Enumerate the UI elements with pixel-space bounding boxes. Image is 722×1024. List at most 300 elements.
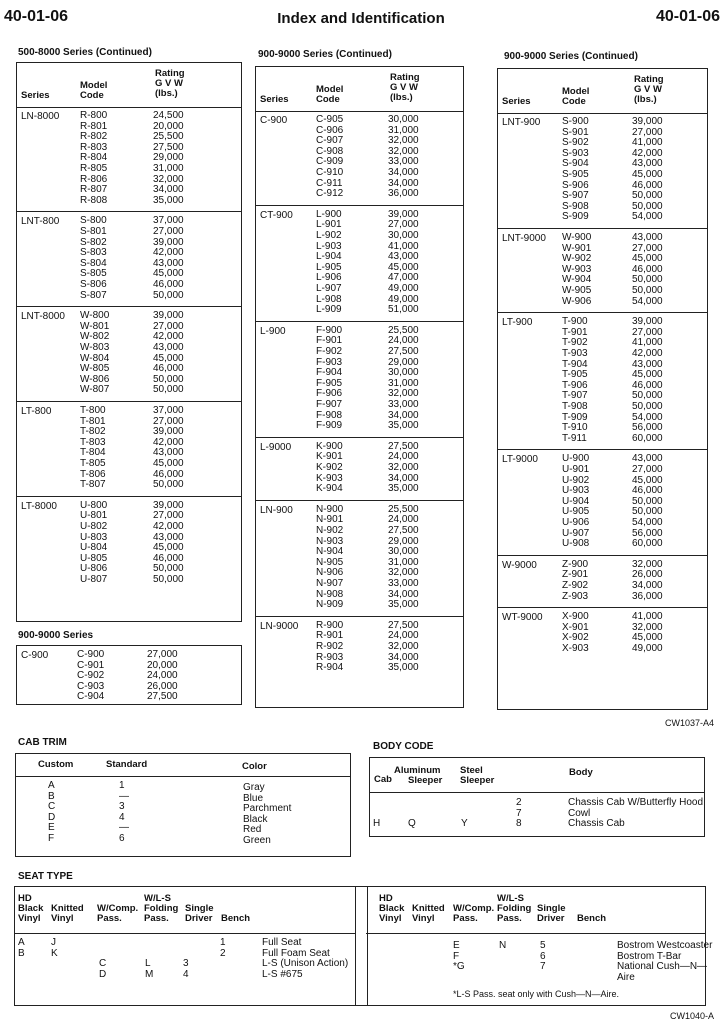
rating-value: 34,000 bbox=[388, 651, 419, 663]
seat-right-desc-list bbox=[617, 941, 712, 983]
rating-value: 35,000 bbox=[388, 420, 419, 432]
model-code-list bbox=[80, 501, 107, 586]
model-code: S-905 bbox=[562, 168, 589, 180]
list-item: L-S (Unison Action) bbox=[262, 958, 349, 969]
list-item: A bbox=[48, 780, 55, 791]
model-code: U-906 bbox=[562, 516, 590, 528]
rating-value: 24,000 bbox=[147, 670, 178, 682]
list-item: Red bbox=[243, 824, 262, 835]
rating-value: 33,000 bbox=[388, 156, 419, 168]
list-item: 4 bbox=[119, 811, 125, 823]
rating-list bbox=[388, 442, 419, 495]
model-code: W-801 bbox=[80, 320, 110, 332]
rating-value: 29,000 bbox=[153, 152, 184, 164]
rating-value: 36,000 bbox=[388, 188, 419, 200]
model-code: N-902 bbox=[316, 524, 344, 536]
rating-list bbox=[147, 650, 178, 703]
rating-value: 34,000 bbox=[388, 166, 419, 178]
rating-value: 45,000 bbox=[632, 253, 663, 265]
rating-list bbox=[632, 560, 663, 602]
list-item: Full Seat bbox=[262, 937, 302, 948]
seat-right-wls-list bbox=[499, 941, 506, 952]
series-name: W-9000 bbox=[502, 559, 537, 571]
model-code: K-900 bbox=[316, 440, 343, 452]
rating-list bbox=[632, 317, 663, 444]
rating-value: 51,000 bbox=[388, 304, 419, 316]
rating-value: 39,000 bbox=[632, 116, 663, 127]
col1-title: 500-8000 Series (Continued) bbox=[18, 47, 152, 58]
rating-value: 24,000 bbox=[388, 630, 419, 642]
rating-value: 37,000 bbox=[153, 405, 184, 416]
model-code: T-901 bbox=[562, 326, 588, 338]
model-code: W-804 bbox=[80, 352, 110, 364]
model-code: T-801 bbox=[80, 415, 106, 427]
list-item: Parchment bbox=[243, 803, 292, 814]
rating-list bbox=[153, 406, 184, 491]
rating-value: 27,000 bbox=[632, 242, 663, 254]
seat-type-table bbox=[14, 886, 713, 1006]
seat-type-title: SEAT TYPE bbox=[18, 871, 73, 882]
model-code-list bbox=[562, 560, 588, 602]
rating-value: 32,000 bbox=[388, 135, 419, 147]
model-code: N-900 bbox=[316, 503, 344, 515]
model-code: L-907 bbox=[316, 282, 342, 294]
rating-value: 45,000 bbox=[632, 632, 663, 644]
seat-wls-header: W/L-S Folding Pass. bbox=[144, 893, 179, 924]
cab-trim-color-list bbox=[243, 783, 291, 846]
model-code: T-803 bbox=[80, 436, 106, 448]
model-code: T-904 bbox=[562, 358, 588, 370]
model-code: T-910 bbox=[562, 422, 588, 434]
model-code: W-902 bbox=[562, 253, 592, 265]
rating-value: 39,000 bbox=[153, 310, 184, 322]
list-item: F bbox=[48, 832, 55, 844]
model-code-column-header: Model Code bbox=[80, 80, 108, 101]
rating-value: 45,000 bbox=[153, 542, 184, 554]
rating-value: 34,000 bbox=[388, 588, 419, 600]
rating-value: 45,000 bbox=[153, 268, 184, 280]
model-code: R-900 bbox=[316, 619, 344, 631]
rating-value: 27,000 bbox=[153, 320, 184, 332]
series-name: LT-800 bbox=[21, 406, 52, 417]
series-name: LT-9000 bbox=[502, 454, 538, 466]
rating-value: 45,000 bbox=[632, 474, 663, 486]
model-code: T-900 bbox=[562, 316, 588, 328]
model-code-list bbox=[80, 311, 109, 396]
model-code: X-902 bbox=[562, 632, 589, 644]
model-code: F-906 bbox=[316, 388, 343, 400]
rating-list bbox=[388, 621, 419, 674]
rating-value: 35,000 bbox=[388, 662, 419, 674]
model-code: C-912 bbox=[316, 188, 344, 200]
rating-value: 27,000 bbox=[153, 225, 184, 237]
model-code-list bbox=[77, 650, 104, 703]
list-item: Bostrom Westcoaster bbox=[617, 940, 713, 951]
model-code: T-902 bbox=[562, 337, 588, 349]
list-item: Aire bbox=[617, 971, 635, 983]
model-code-list bbox=[316, 326, 342, 432]
model-code-list bbox=[316, 442, 343, 495]
model-code: R-806 bbox=[80, 173, 108, 185]
rating-value: 43,000 bbox=[153, 447, 184, 459]
model-code: R-800 bbox=[80, 110, 108, 121]
cab-trim-standard-header: Standard bbox=[106, 759, 148, 770]
model-code: R-903 bbox=[316, 651, 344, 663]
series-name: LNT-8000 bbox=[21, 311, 65, 323]
rating-value: 29,000 bbox=[388, 535, 419, 547]
rating-value: 41,000 bbox=[632, 137, 663, 149]
model-code: L-904 bbox=[316, 251, 342, 263]
rating-value: 50,000 bbox=[153, 563, 184, 575]
list-item: National Cush—N— bbox=[617, 961, 708, 972]
rating-value: 46,000 bbox=[632, 379, 663, 391]
model-code: Z-900 bbox=[562, 558, 589, 570]
series-name: LN-8000 bbox=[21, 111, 60, 122]
model-code-list bbox=[316, 210, 342, 316]
model-code: W-905 bbox=[562, 284, 592, 296]
seat-knitted-header: Knitted Vinyl bbox=[51, 903, 84, 924]
model-code: W-903 bbox=[562, 263, 592, 275]
model-code: T-806 bbox=[80, 468, 106, 480]
rating-list bbox=[388, 326, 419, 432]
model-code: W-805 bbox=[80, 363, 110, 375]
list-item: 6 bbox=[540, 950, 546, 962]
model-code-list bbox=[562, 117, 589, 223]
model-code: N-907 bbox=[316, 577, 344, 589]
seat-r-hd-header: HD Black Vinyl bbox=[379, 893, 405, 924]
model-code: Z-903 bbox=[562, 590, 589, 602]
model-code: L-908 bbox=[316, 293, 342, 305]
model-code: C-907 bbox=[316, 135, 344, 147]
list-item: 2 bbox=[516, 797, 522, 808]
model-code-list bbox=[80, 406, 106, 491]
body-code-title: BODY CODE bbox=[373, 741, 434, 752]
model-code: K-902 bbox=[316, 461, 343, 473]
model-code: T-905 bbox=[562, 369, 588, 381]
model-code: R-802 bbox=[80, 131, 108, 143]
seat-r-wls-header: W/L-S Folding Pass. bbox=[497, 893, 532, 924]
model-code: X-903 bbox=[562, 642, 589, 654]
rating-value: 50,000 bbox=[632, 274, 663, 286]
rating-value: 50,000 bbox=[632, 400, 663, 412]
rating-value: 45,000 bbox=[632, 168, 663, 180]
list-item: C bbox=[99, 958, 107, 969]
model-code: W-901 bbox=[562, 242, 592, 254]
figure-code-a: CW1040-A bbox=[669, 1011, 714, 1021]
rating-value: 31,000 bbox=[153, 162, 184, 174]
model-code: U-903 bbox=[562, 485, 590, 497]
model-code: Z-902 bbox=[562, 579, 589, 591]
model-code: T-804 bbox=[80, 447, 106, 459]
rating-value: 50,000 bbox=[632, 390, 663, 402]
rating-value: 27,000 bbox=[632, 463, 663, 475]
rating-value: 27,500 bbox=[388, 440, 419, 452]
model-code: F-900 bbox=[316, 324, 343, 336]
body-steel-value: Y bbox=[461, 818, 468, 829]
series-name: LN-9000 bbox=[260, 620, 299, 632]
rating-list bbox=[632, 612, 663, 654]
rating-value: 45,000 bbox=[632, 369, 663, 381]
list-item: Chassis Cab bbox=[568, 818, 625, 829]
model-code: Z-901 bbox=[562, 569, 589, 581]
list-item: L-S #675 bbox=[262, 968, 303, 980]
rating-value: 27,500 bbox=[388, 619, 419, 631]
rating-value: 42,000 bbox=[153, 520, 184, 532]
model-code: T-909 bbox=[562, 411, 588, 423]
seat-left-knitted-list bbox=[51, 938, 58, 959]
seat-left-bench-list bbox=[220, 938, 226, 959]
series-name: LNT-900 bbox=[502, 117, 541, 128]
list-item: Green bbox=[243, 834, 271, 846]
list-item: 2 bbox=[220, 947, 226, 959]
col2-table bbox=[255, 66, 464, 708]
model-code: R-801 bbox=[80, 120, 108, 132]
model-code: C-904 bbox=[77, 691, 105, 703]
body-cab-value: H bbox=[373, 818, 381, 829]
list-item: Cowl bbox=[568, 807, 591, 819]
rating-value: 30,000 bbox=[388, 114, 419, 125]
model-code-list bbox=[80, 111, 107, 206]
list-item: Blue bbox=[243, 792, 264, 804]
model-code: T-908 bbox=[562, 400, 588, 412]
seat-left-hd-list bbox=[18, 938, 25, 959]
model-code: T-907 bbox=[562, 390, 588, 402]
rating-value: 45,000 bbox=[153, 457, 184, 469]
rating-value: 50,000 bbox=[632, 495, 663, 507]
rating-value: 50,000 bbox=[153, 384, 184, 396]
model-code: U-901 bbox=[562, 463, 590, 475]
model-code: W-806 bbox=[80, 373, 110, 385]
list-item: 7 bbox=[540, 961, 546, 972]
model-code: U-803 bbox=[80, 531, 108, 543]
list-item: E bbox=[48, 822, 55, 833]
rating-value: 31,000 bbox=[388, 124, 419, 136]
model-code: S-803 bbox=[80, 247, 107, 259]
rating-value: 27,500 bbox=[153, 141, 184, 153]
rating-value: 33,000 bbox=[388, 398, 419, 410]
col3-title: 900-9000 Series (Continued) bbox=[504, 51, 638, 62]
model-code: T-802 bbox=[80, 426, 106, 438]
model-code: R-901 bbox=[316, 630, 344, 642]
rating-value: 32,000 bbox=[632, 558, 663, 570]
rating-value: 56,000 bbox=[632, 527, 663, 539]
model-code: S-909 bbox=[562, 211, 589, 223]
series-name: L-900 bbox=[260, 325, 286, 337]
model-code: C-910 bbox=[316, 166, 344, 178]
col1-subtitle: 900-9000 Series bbox=[18, 630, 94, 641]
rating-value: 50,000 bbox=[632, 284, 663, 296]
model-code: F-904 bbox=[316, 367, 343, 379]
list-item: N bbox=[499, 940, 507, 951]
list-item: K bbox=[51, 947, 58, 959]
seat-r-bench-header: Bench bbox=[577, 913, 607, 924]
col2-title: 900-9000 Series (Continued) bbox=[258, 49, 392, 60]
model-code: F-902 bbox=[316, 345, 343, 357]
list-item: 3 bbox=[183, 958, 189, 969]
model-code: C-905 bbox=[316, 114, 344, 125]
model-code: W-800 bbox=[80, 310, 110, 322]
model-code: W-807 bbox=[80, 384, 110, 396]
rating-value: 27,500 bbox=[388, 524, 419, 536]
rating-value: 26,000 bbox=[632, 569, 663, 581]
model-code: S-907 bbox=[562, 190, 589, 202]
series-name: C-900 bbox=[21, 650, 49, 661]
list-item: *G bbox=[453, 961, 465, 972]
model-code: U-807 bbox=[80, 573, 108, 585]
model-code: C-908 bbox=[316, 145, 344, 157]
series-name: LN-900 bbox=[260, 504, 293, 516]
model-code: N-904 bbox=[316, 546, 344, 558]
model-code: S-908 bbox=[562, 200, 589, 212]
model-code-list bbox=[562, 454, 589, 549]
series-name: WT-9000 bbox=[502, 612, 543, 624]
model-code: N-905 bbox=[316, 556, 344, 568]
rating-value: 26,000 bbox=[147, 680, 178, 692]
model-code: R-803 bbox=[80, 141, 108, 153]
rating-value: 50,000 bbox=[632, 190, 663, 202]
list-item: A bbox=[18, 937, 25, 948]
list-item: — bbox=[119, 822, 129, 833]
rating-list bbox=[632, 454, 663, 549]
model-code: F-907 bbox=[316, 398, 343, 410]
page-title: Index and Identification bbox=[277, 10, 445, 27]
series-name: CT-900 bbox=[260, 209, 293, 221]
list-item: 3 bbox=[119, 801, 125, 812]
list-item: D bbox=[99, 968, 107, 980]
model-code: U-905 bbox=[562, 506, 590, 518]
rating-value: 32,000 bbox=[388, 145, 419, 157]
model-code: R-804 bbox=[80, 152, 108, 164]
rating-value: 43,000 bbox=[388, 251, 419, 263]
model-code: U-904 bbox=[562, 495, 590, 507]
seat-single-header: Single Driver bbox=[185, 903, 214, 924]
series-column-header: Series bbox=[21, 90, 50, 101]
rating-value: 27,000 bbox=[153, 415, 184, 427]
model-code: L-905 bbox=[316, 261, 342, 273]
rating-value: 24,000 bbox=[388, 514, 419, 526]
model-code: C-901 bbox=[77, 659, 105, 671]
rating-value: 46,000 bbox=[153, 363, 184, 375]
rating-value: 30,000 bbox=[388, 229, 419, 241]
body-code-table bbox=[369, 757, 705, 837]
list-item: — bbox=[119, 790, 129, 802]
model-code: S-801 bbox=[80, 225, 107, 237]
rating-value: 43,000 bbox=[632, 232, 663, 243]
model-code: W-802 bbox=[80, 331, 110, 343]
rating-value: 39,000 bbox=[632, 316, 663, 328]
rating-value: 39,000 bbox=[153, 426, 184, 438]
seat-r-wcomp-header: W/Comp. Pass. bbox=[453, 903, 495, 924]
rating-list bbox=[632, 117, 663, 223]
rating-value: 46,000 bbox=[632, 263, 663, 275]
rating-value: 29,000 bbox=[388, 356, 419, 368]
model-code: S-900 bbox=[562, 116, 589, 127]
rating-column-header: Rating G V W (lbs.) bbox=[634, 74, 664, 105]
model-code-column-header: Model Code bbox=[562, 86, 590, 107]
model-code-list bbox=[80, 216, 107, 301]
list-item: D bbox=[48, 811, 56, 823]
rating-value: 35,000 bbox=[388, 599, 419, 611]
model-code: S-806 bbox=[80, 278, 107, 290]
model-code: W-803 bbox=[80, 341, 110, 353]
model-code: S-904 bbox=[562, 158, 589, 170]
list-item: Chassis Cab W/Butterfly Hood bbox=[568, 797, 704, 808]
model-code: C-903 bbox=[77, 680, 105, 692]
model-code: S-903 bbox=[562, 147, 589, 159]
model-code: S-906 bbox=[562, 179, 589, 191]
model-code: C-911 bbox=[316, 177, 343, 189]
rating-value: 24,000 bbox=[388, 451, 419, 463]
rating-value: 50,000 bbox=[632, 506, 663, 518]
series-name: C-900 bbox=[260, 115, 288, 126]
rating-list bbox=[153, 111, 184, 206]
rating-value: 27,000 bbox=[147, 649, 178, 660]
rating-value: 46,000 bbox=[153, 278, 184, 290]
model-code: K-904 bbox=[316, 483, 343, 495]
rating-value: 50,000 bbox=[632, 200, 663, 212]
body-code-list bbox=[516, 798, 522, 830]
rating-value: 32,000 bbox=[632, 621, 663, 633]
rating-value: 39,000 bbox=[388, 208, 419, 220]
rating-value: 46,000 bbox=[153, 552, 184, 564]
model-code-column-header: Model Code bbox=[316, 84, 344, 105]
model-code: R-904 bbox=[316, 662, 344, 674]
rating-value: 56,000 bbox=[632, 422, 663, 434]
list-item: 5 bbox=[540, 940, 546, 951]
rating-list bbox=[388, 505, 419, 611]
rating-value: 54,000 bbox=[632, 411, 663, 423]
rating-value: 41,000 bbox=[632, 611, 663, 623]
rating-value: 32,000 bbox=[388, 461, 419, 473]
rating-value: 42,000 bbox=[153, 247, 184, 259]
model-code: S-807 bbox=[80, 289, 107, 301]
list-item: C bbox=[48, 801, 56, 812]
model-code-list bbox=[562, 317, 588, 444]
model-code: X-901 bbox=[562, 621, 589, 633]
cab-trim-table bbox=[15, 753, 351, 857]
model-code: L-900 bbox=[316, 208, 342, 220]
rating-value: 24,500 bbox=[153, 110, 184, 121]
rating-value: 34,000 bbox=[388, 472, 419, 484]
model-code: U-800 bbox=[80, 499, 108, 511]
model-code: F-905 bbox=[316, 377, 343, 389]
series-name: LNT-9000 bbox=[502, 233, 546, 244]
list-item: L bbox=[145, 958, 151, 969]
list-item: 6 bbox=[119, 832, 125, 844]
model-code: U-801 bbox=[80, 510, 108, 522]
page-number-left: 40-01-06 bbox=[4, 8, 69, 25]
rating-value: 31,000 bbox=[388, 556, 419, 568]
model-code: W-900 bbox=[562, 232, 592, 243]
rating-value: 54,000 bbox=[632, 211, 663, 223]
seat-r-single-header: Single Driver bbox=[537, 903, 566, 924]
body-steel-header: Steel Sleeper bbox=[460, 765, 495, 786]
model-code: K-901 bbox=[316, 451, 343, 463]
rating-value: 43,000 bbox=[632, 158, 663, 170]
seat-left-desc-list bbox=[262, 938, 348, 980]
rating-value: 30,000 bbox=[388, 546, 419, 558]
col3-table bbox=[497, 68, 708, 710]
model-code: U-907 bbox=[562, 527, 590, 539]
model-code: N-901 bbox=[316, 514, 344, 526]
model-code: F-903 bbox=[316, 356, 343, 368]
model-code-list bbox=[316, 621, 343, 674]
list-item: 1 bbox=[119, 780, 125, 791]
rating-column-header: Rating G V W (lbs.) bbox=[155, 68, 185, 99]
seat-footnote: *L-S Pass. seat only with Cush—N—Aire. bbox=[453, 989, 620, 999]
model-code: W-904 bbox=[562, 274, 592, 286]
rating-value: 34,000 bbox=[153, 184, 184, 196]
